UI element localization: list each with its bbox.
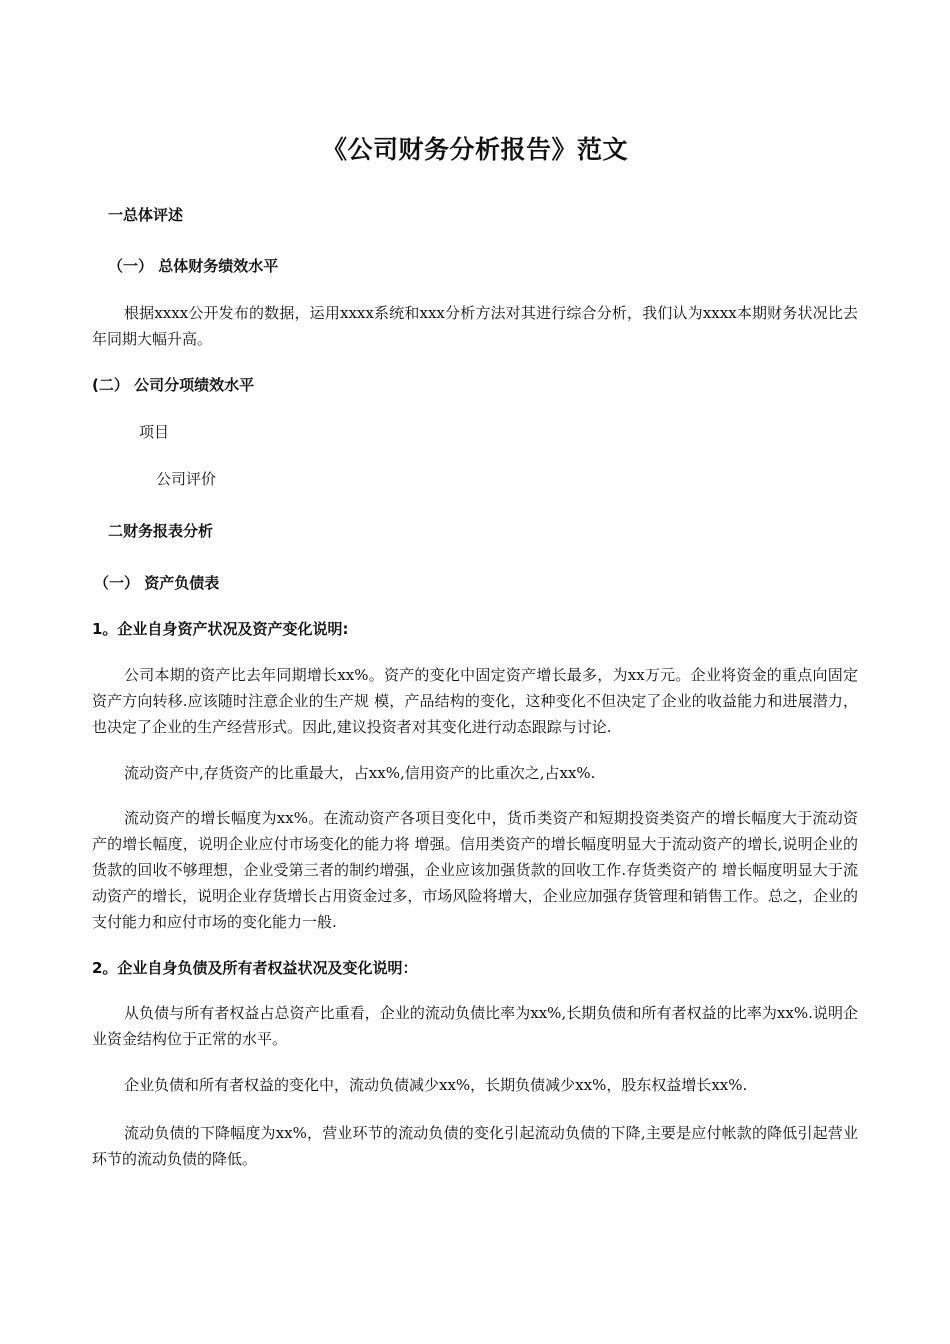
section-1-1-paragraph: 根据xxxx公开发布的数据，运用xxxx系统和xxx分析方法对其进行综合分析，我们认为xxxx本期财务状况比去年同期大幅升高。 <box>92 304 858 348</box>
subsection-1-paragraph-1: 公司本期的资产比去年同期增长xx%。资产的变化中固定资产增长最多，为xx万元。企业将资金的重点向固定资产方向转移.应该随时注意企业的生产规 模，产品结构的变化，这种变化不但决定了企业的收益能力和进展潜力，也决定了企业的生产经营形式。因此,建议投资者对其变化进行动态跟踪与讨论. <box>92 666 858 736</box>
subsection-1-paragraph-2: 流动资产中,存货资产的比重最大，占xx%,信用资产的比重次之,占xx%. <box>124 764 596 782</box>
section-1-2-heading: (二） 公司分项绩效水平 <box>92 376 255 394</box>
section-1-1-heading: （一） 总体财务绩效水平 <box>108 257 279 275</box>
subsection-1-heading: 1。企业自身资产状况及资产变化说明: <box>92 620 349 638</box>
subsection-2-heading: 2。企业自身负债及所有者权益状况及变化说明： <box>92 959 418 977</box>
section-2-heading: 二财务报表分析 <box>108 522 214 540</box>
document-title: 《公司财务分析报告》范文 <box>321 135 628 164</box>
section-2-1-heading: （一） 资产负债表 <box>94 574 220 592</box>
subsection-2-paragraph-2: 企业负债和所有者权益的变化中，流动负债减少xx%，长期负债减少xx%，股东权益增长xx%. <box>124 1076 748 1094</box>
subsection-2-paragraph-3: 流动负债的下降幅度为xx%，营业环节的流动负债的变化引起流动负债的下降,主要是应付帐款的降低引起营业环节的流动负债的降低。 <box>92 1124 858 1168</box>
subsection-1-paragraph-3: 流动资产的增长幅度为xx%。在流动资产各项目变化中，货币类资产和短期投资类资产的增长幅度大于流动资产的增长幅度，说明企业应付市场变化的能力将 增强。信用类资产的增长幅度明显大于流动资产的增长,说明企业的货款的回收不够理想，企业受第三者的制约增强，企业应该加强货款的回收工作.存货类资产的 增长幅度明显大于流动资产的增长，说明企业存货增长占用资金过多，市场风险将增大，企业应加强存货管理和销售工作。总之，企业的支付能力和应付市场的变化能力一般. <box>92 809 858 931</box>
item-label: 项目 <box>139 423 170 441</box>
section-1-heading: 一总体评述 <box>108 206 184 224</box>
subsection-2-paragraph-1: 从负债与所有者权益占总资产比重看，企业的流动负债比率为xx%,长期负债和所有者权益的比率为xx%.说明企业资金结构位于正常的水平。 <box>92 1004 858 1048</box>
evaluation-label: 公司评价 <box>156 470 217 488</box>
